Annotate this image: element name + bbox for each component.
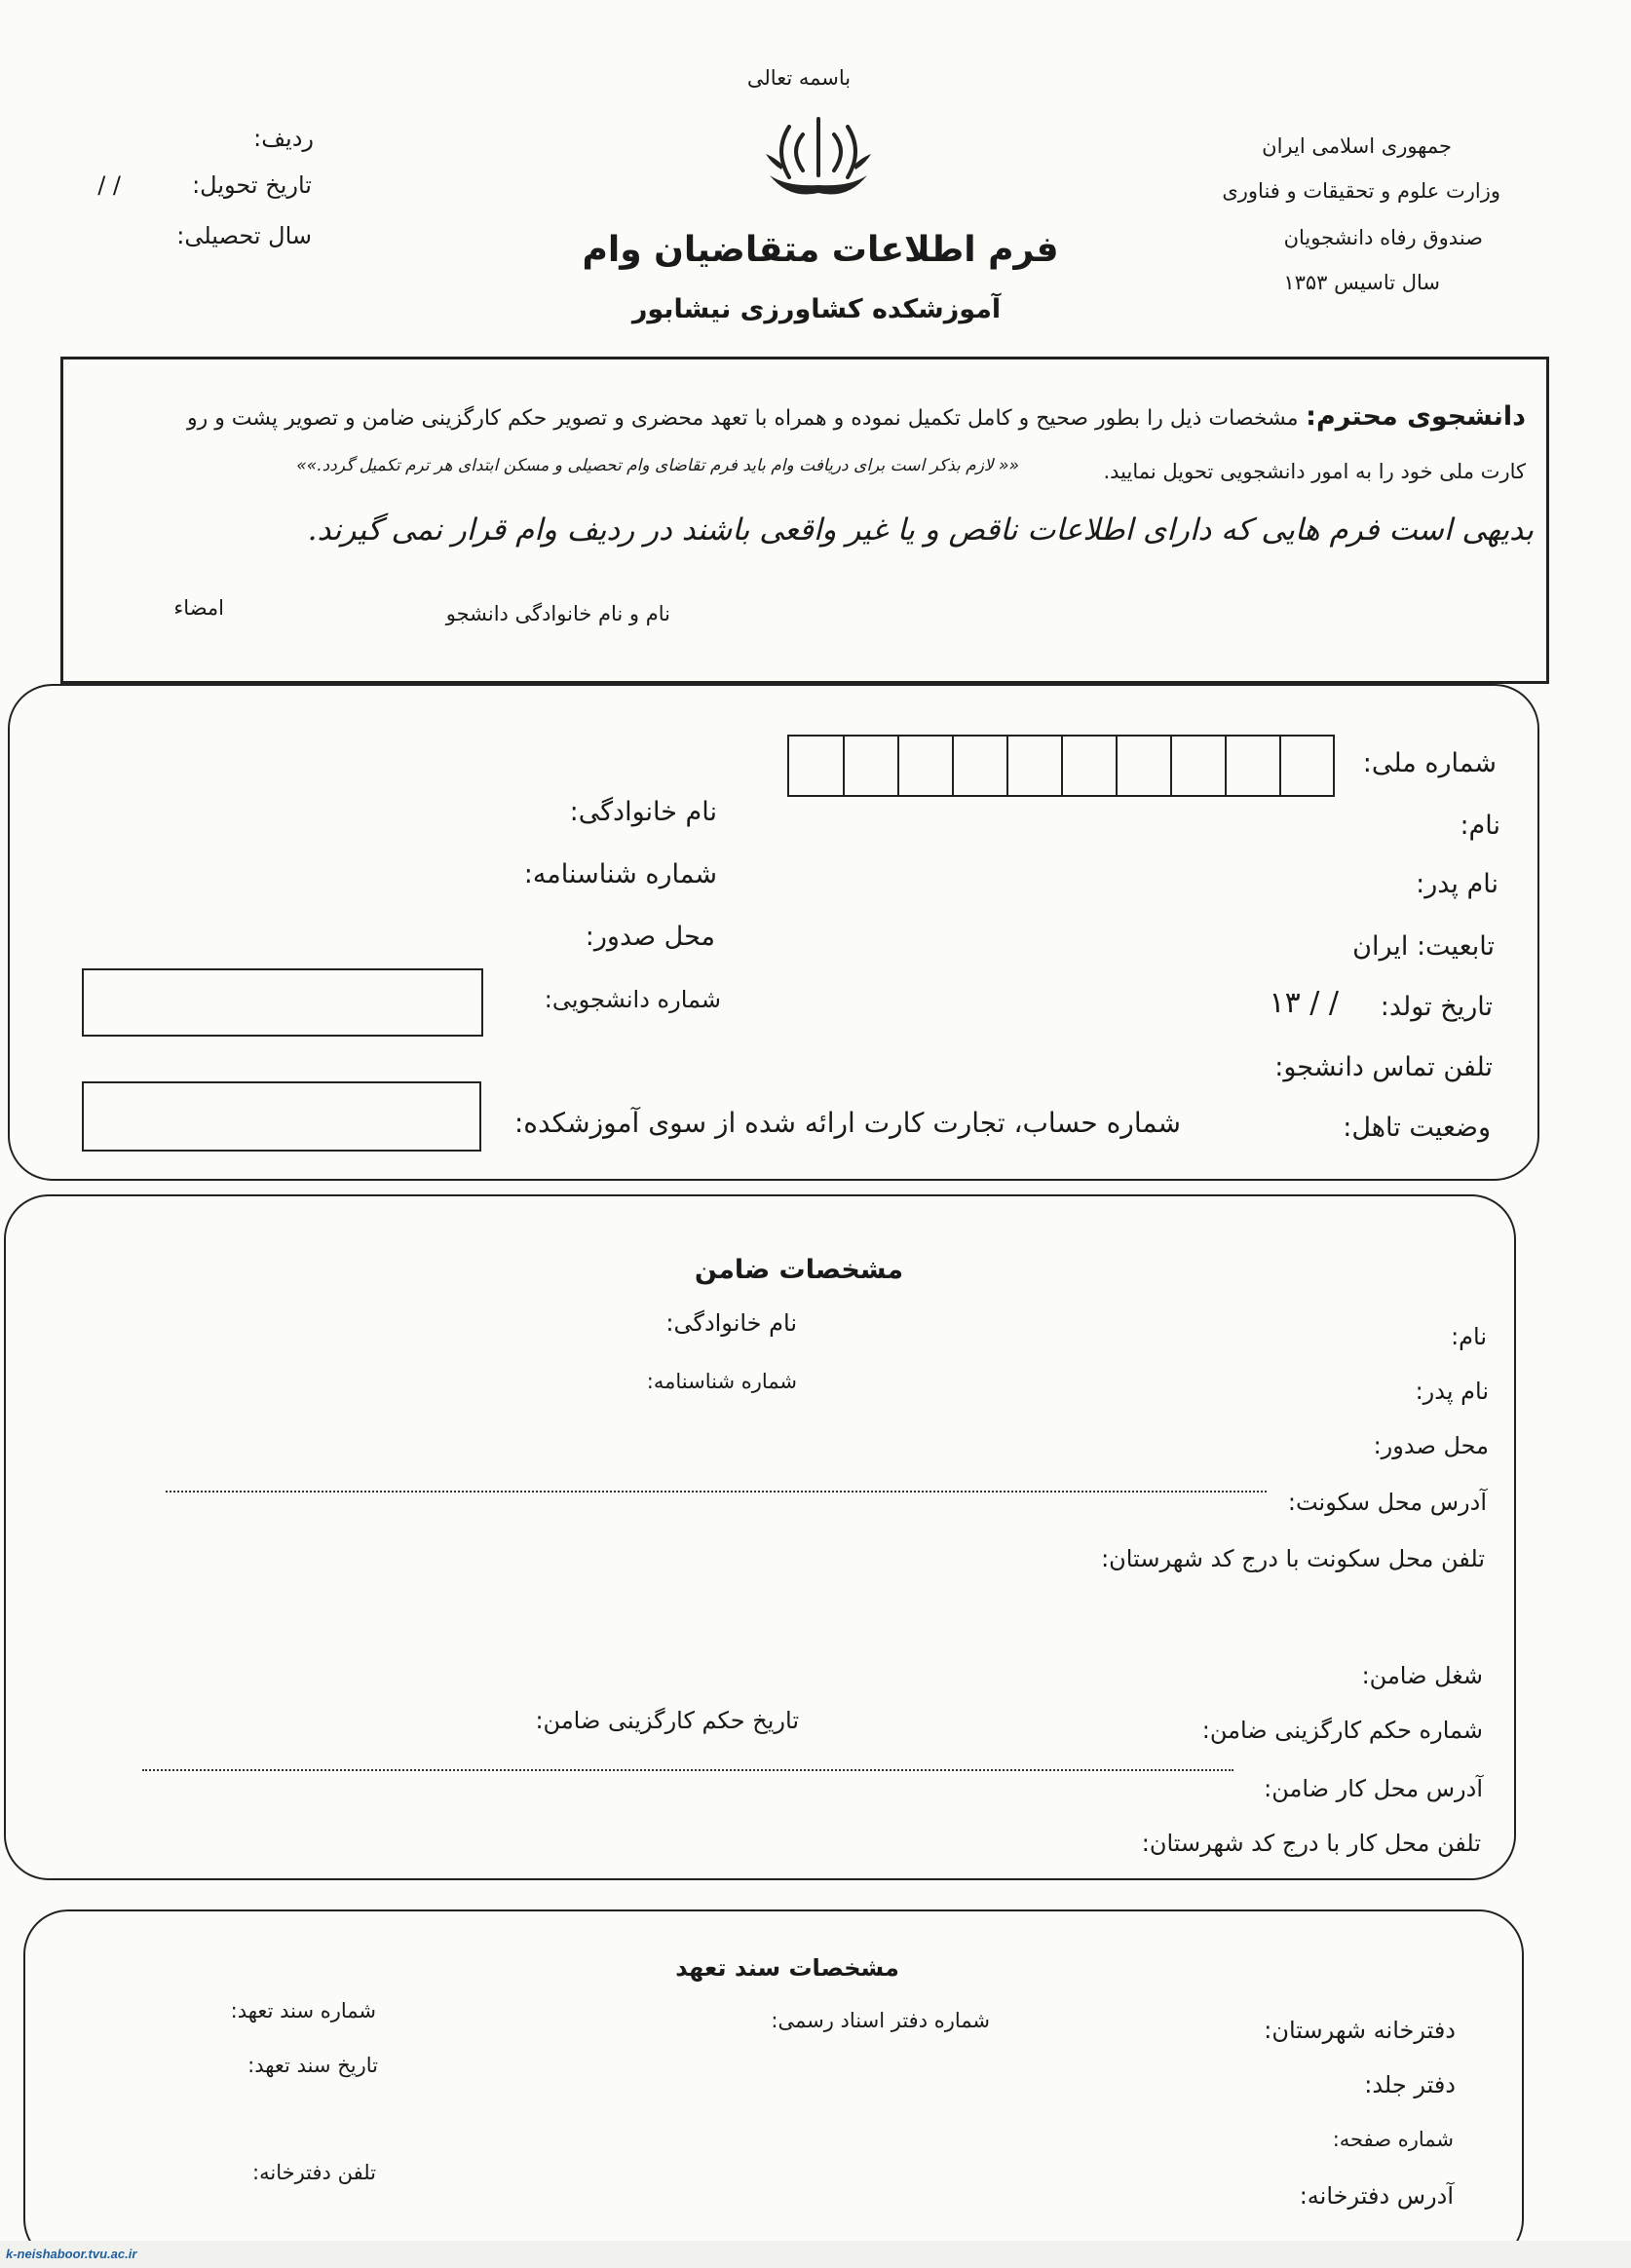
notice-warning: بدیهی است فرم هایی که دارای اطلاعات ناقص و یا غیر واقعی باشند در ردیف وام قرار نمی گیرند.	[307, 512, 1534, 548]
delivery-date-slashes: / /	[97, 171, 121, 199]
g-issue-place-label: محل صدور:	[1373, 1432, 1489, 1459]
account-label: شماره حساب، تجارت کارت ارائه شده از سوی آموزشکده:	[513, 1107, 1181, 1139]
bond-office-city-label: دفترخانه شهرستان:	[1264, 2017, 1456, 2044]
country-name: جمهوری اسلامی ایران	[1262, 134, 1452, 158]
national-id-label: شماره ملی:	[1362, 748, 1497, 778]
institution-name: آموزشکده کشاورزی نیشابور	[631, 294, 1002, 324]
bond-registry-number-label: شماره دفتر اسناد رسمی:	[771, 2009, 990, 2032]
student-name-label: نام و نام خانوادگی دانشجو	[445, 602, 670, 625]
g-birth-cert-label: شماره شناسنامه:	[646, 1370, 797, 1393]
bond-date-label: تاریخ سند تعهد:	[247, 2054, 378, 2077]
g-home-phone-label: تلفن محل سکونت با درج کد شهرستان:	[1101, 1545, 1485, 1572]
birth-date-value: ۱۳ / /	[1269, 986, 1339, 1020]
birth-date-label: تاریخ تولد:	[1380, 992, 1493, 1022]
g-father-name-label: نام پدر:	[1415, 1378, 1489, 1405]
notice-line-1	[187, 401, 1526, 432]
g-decree-date-label: تاریخ حکم کارگزینی ضامن:	[535, 1707, 799, 1734]
g-work-address-label: آدرس محل کار ضامن:	[1264, 1775, 1483, 1802]
bond-page-number-label: شماره صفحه:	[1332, 2128, 1454, 2151]
signature-label: امضاء	[173, 596, 224, 620]
guarantor-title: مشخصات ضامن	[694, 1255, 904, 1285]
father-name-label: نام پدر:	[1416, 869, 1498, 899]
basmala: باسمه تعالی	[746, 66, 852, 90]
g-first-name-label: نام:	[1451, 1323, 1487, 1350]
g-work-address-line[interactable]	[142, 1769, 1233, 1771]
account-input[interactable]	[82, 1081, 481, 1152]
delivery-date-label: تاریخ تحویل:	[192, 171, 312, 199]
bond-title: مشخصات سند تعهد	[675, 1954, 899, 1982]
form-title: فرم اطلاعات متقاضیان وام	[582, 230, 1059, 270]
g-home-address-line[interactable]	[166, 1491, 1267, 1493]
first-name-label: نام:	[1460, 811, 1500, 841]
radif-label: ردیف:	[253, 125, 314, 152]
nationality-label: تابعیت: ایران	[1352, 931, 1495, 962]
fund-name: صندوق رفاه دانشجویان	[1283, 226, 1483, 249]
bond-office-address-label: آدرس دفترخانه:	[1299, 2182, 1454, 2210]
notice-line-2: کارت ملی خود را به امور دانشجویی تحویل نمایید.	[1103, 460, 1526, 483]
bond-volume-label: دفتر جلد:	[1364, 2071, 1456, 2098]
student-number-input[interactable]	[82, 968, 483, 1037]
iran-emblem-icon	[760, 107, 877, 205]
footer-strip	[0, 2241, 1631, 2268]
last-name-label: نام خانوادگی:	[569, 797, 717, 827]
footer-site[interactable]: k-neishaboor.tvu.ac.ir	[6, 2247, 137, 2261]
bond-number-label: شماره سند تعهد:	[230, 1999, 376, 2022]
g-job-label: شغل ضامن:	[1361, 1662, 1483, 1689]
student-number-label: شماره دانشجویی:	[544, 986, 721, 1013]
phone-label: تلفن تماس دانشجو:	[1274, 1052, 1493, 1082]
national-id-input[interactable]	[787, 735, 1335, 797]
g-work-phone-label: تلفن محل کار با درج کد شهرستان:	[1141, 1830, 1481, 1857]
g-home-address-label: آدرس محل سکونت:	[1287, 1489, 1487, 1516]
notice-note: «« لازم بذکر است برای دریافت وام باید فرم تقاضای وام تحصیلی و مسکن ابتدای هر ترم تکمیل گردد.»»	[296, 456, 1019, 475]
ministry-name: وزارت علوم و تحقیقات و فناوری	[1222, 179, 1500, 203]
marital-label: وضعیت تاهل:	[1343, 1113, 1491, 1143]
academic-year-label: سال تحصیلی:	[176, 222, 312, 249]
notice-text-1: مشخصات ذیل را بطور صحیح و کامل تکمیل نموده و همراه با تعهد محضری و تصویر حکم کارگزینی ضامن و تصویر پشت و رو	[186, 406, 1299, 431]
issue-place-label: محل صدور:	[585, 922, 715, 952]
birth-cert-label: شماره شناسنامه:	[523, 859, 717, 889]
founded-year: سال تاسیس ۱۳۵۳	[1283, 271, 1440, 294]
notice-lead: دانشجوی محترم:	[1306, 401, 1526, 432]
bond-office-phone-label: تلفن دفترخانه:	[252, 2161, 376, 2184]
g-decree-number-label: شماره حکم کارگزینی ضامن:	[1201, 1717, 1483, 1744]
g-last-name-label: نام خانوادگی:	[665, 1309, 797, 1337]
